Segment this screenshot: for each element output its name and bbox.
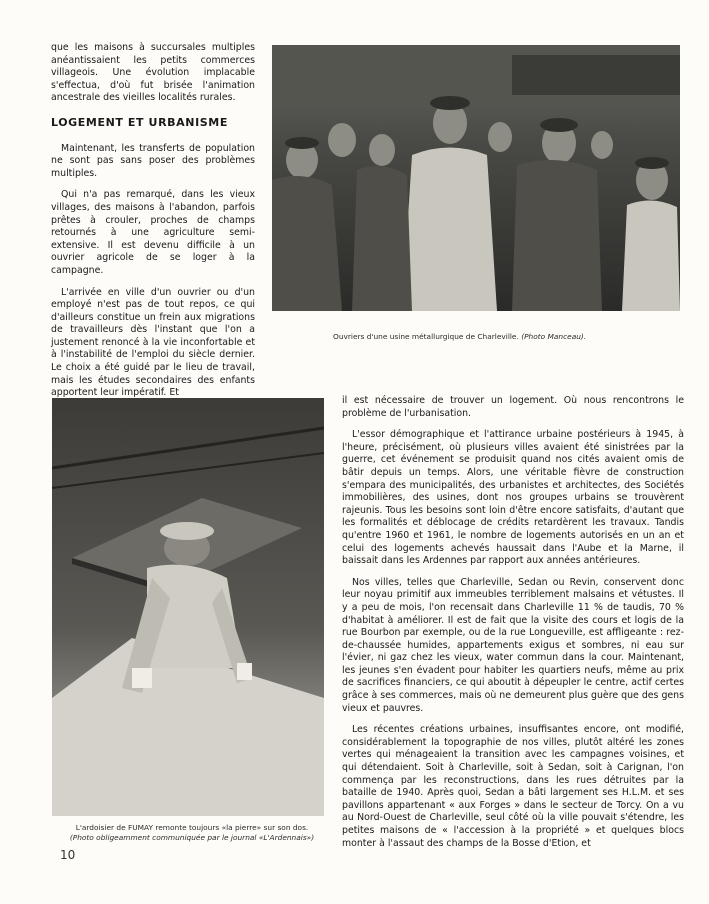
continuation-paragraph: il est nécessaire de trouver un logement. Où nous rencontrons le problème de l'urbanisation. [342, 395, 684, 419]
caption-text: L'ardoisier de FUMAY remonte toujours «la pierre» sur son dos. [75, 823, 309, 832]
slate-photo-caption [56, 823, 328, 843]
photo-credit: (Photo obligeamment communiquée par le journal «L'Ardennais») [69, 833, 315, 842]
body-paragraph: Les récentes créations urbaines, insuffisantes encore, ont modifié, considérablement la topographie de nos villes, plutôt altéré les zones vertes qui ménageaient la transition avec les campagnes voisines, et qui détendaient. Soit à Charleville, soit à Sedan, soit à Carignan, l'on commença par les reconstructions, dans les rues détruites par la bataille de 1940. Après quoi, Sedan a bâti largement ses H.L.M. et ses pavillons appartenant « aux Forges » dans le secteur de Torcy. On a vu au Nord-Ouest de Charleville, seul côté où la ville pouvait s'étendre, les petites maisons de « l'accession à la propriété » et quelques blocs monter à l'assaut des champs de la Bosse d'Etion, et [342, 724, 684, 849]
body-paragraph: Nos villes, telles que Charleville, Sedan ou Revin, conservent donc leur noyau primitif aux immeubles terriblement malsains et vétustes. Il y a peu de mois, l'on recensait dans Charleville 11 % de taudis, 70 % d'habitat à améliorer. Il est de fait que la visite des cours et logis de la rue Bourbon par exemple, ou de la rue Longueville, est affligeante : rez-de-chaussée humides, appartements exigus et sombres, ni eau sur l'évier, ni gaz chez les vieux, water commun dans la cour. Maintenant, les jeunes s'en évadent pour habiter les quartiers neufs, même au prix de sacrifices financiers, ce qui aboutit à dépeupler le centre, actif certes grâce à ses commerces, mais où ne demeurent plus guère que des gens vieux et pauvres. [342, 576, 684, 714]
section-heading: LOGEMENT ET URBANISME [51, 115, 228, 129]
page-number: 10 [60, 848, 76, 862]
body-paragraph: L'essor démographique et l'attirance urbaine postérieurs à 1945, à l'heure, précisément, où plusieurs villes avaient été sinistrées par la guerre, cet événement se produisit quand nos cités avaient omis de bâtir depuis un temps. Alors, une véritable fièvre de construction s'empara des municipalités, des urbanistes et architectes, des Sociétés immobilières, des usines, dont nos groupes urbains se trouvèrent rajeunis. Tous les besoins sont loin d'être encore satisfaits, d'autant que les formalités et déblocage de crédits retardèrent les travaux. Tandis qu'entre 1960 et 1961, le nombre de logements autorisés en un an et celui des logements achevés haussait dans l'Aube et la Marne, il baissait dans les Ardennes par rapport aux années antérieures. [342, 429, 684, 567]
slate-worker-photo [52, 398, 324, 816]
photo-credit: (Photo Manceau). [521, 332, 587, 341]
body-paragraph: Maintenant, les transferts de population ne sont pas sans poser des problèmes multiples. [51, 142, 255, 179]
intro-paragraph: que les maisons à succursales multiples anéantissaient les petits commerces villageois. Une évolution implacable s'effectua, d'où fut brisée l'animation ancestrale des vieilles localités rurales. [51, 42, 255, 104]
left-text-column [51, 42, 255, 409]
workers-photo [272, 45, 680, 311]
body-paragraph: Qui n'a pas remarqué, dans les vieux villages, des maisons à l'abandon, parfois prêtes à crouler, proches de champs retournés à une agriculture semi-extensive. Il est devenu difficile à un ouvrier agricole de se loger à la campagne. [51, 189, 255, 276]
workers-photo-caption [333, 332, 693, 342]
body-paragraph: L'arrivée en ville d'un ouvrier ou d'un employé n'est pas de tout repos, ce qui d'ailleurs constitue un frein aux migrations de travailleurs dès l'instant que l'on a justement renoncé à la vie inconfortable et à l'instabilité de l'emploi du siècle dernier. Le choix a été guidé par le lieu de travail, mais les études secondaires des enfants apportent leur impératif. Et [51, 286, 255, 399]
caption-text: Ouvriers d'une usine métallurgique de Charleville. [333, 332, 519, 341]
right-text-column [342, 395, 684, 859]
